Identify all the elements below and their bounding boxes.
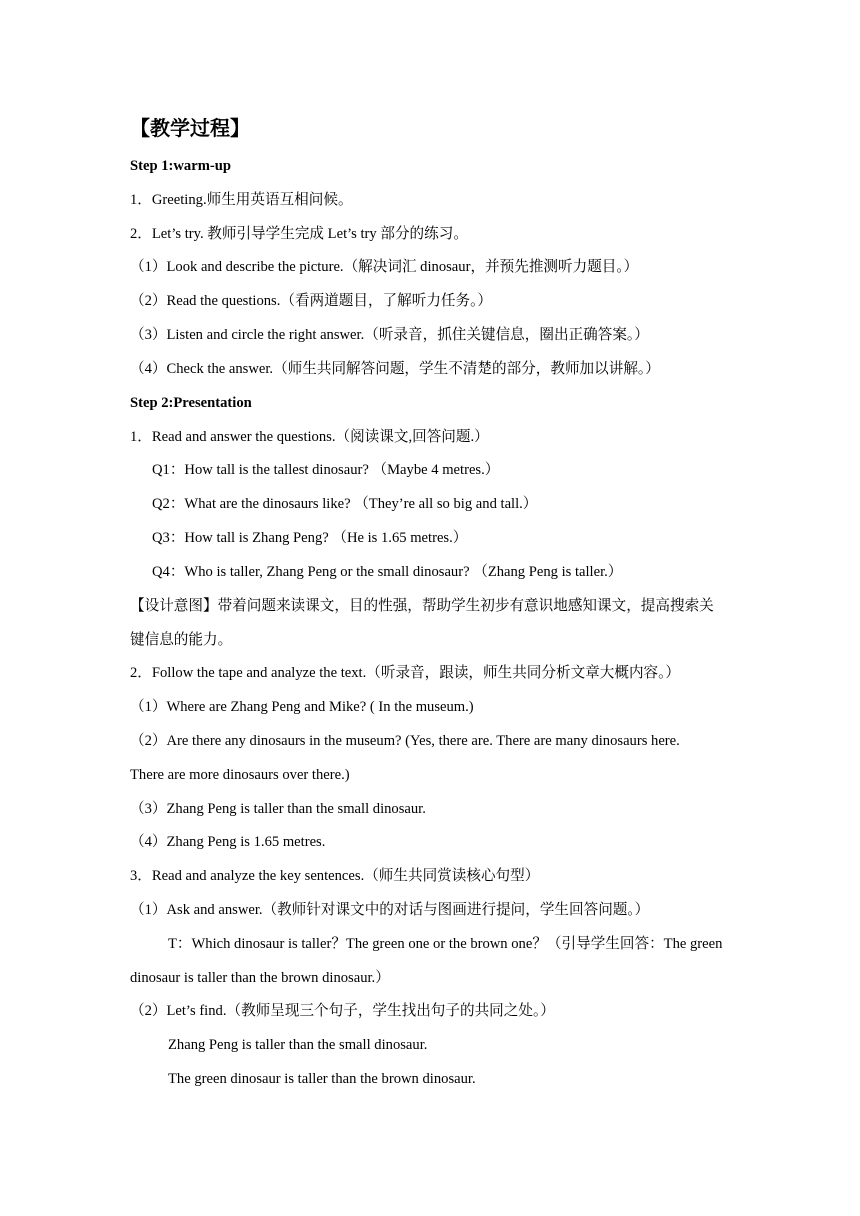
step1-sub-4: （4）Check the answer.（师生共同解答问题，学生不清楚的部分，教师加以讲解。） — [130, 361, 660, 377]
question-2: Q2：What are the dinosaurs like? （They’re all so big and tall.） — [152, 496, 538, 512]
step1-sub-3: （3）Listen and circle the right answer.（听录音，抓住关键信息，圈出正确答案。） — [130, 327, 649, 343]
example-sentence-2: The green dinosaur is taller than the brown dinosaur. — [168, 1071, 476, 1087]
key-sentence-2: （2）Let’s find.（教师呈现三个句子，学生找出句子的共同之处。） — [130, 1003, 555, 1019]
step1-sub-2: （2）Read the questions.（看两道题目，了解听力任务。） — [130, 293, 492, 309]
analysis-3: （3）Zhang Peng is taller than the small dinosaur. — [130, 801, 426, 817]
teacher-question-line-1: T：Which dinosaur is taller？The green one or the brown one？（引导学生回答：The green — [168, 936, 723, 952]
analysis-4: （4）Zhang Peng is 1.65 metres. — [130, 834, 326, 850]
step1-item-2: 2．Let’s try. 教师引导学生完成 Let’s try 部分的练习。 — [130, 226, 468, 242]
step2-item-1: 1．Read and answer the questions.（阅读课文,回答问题.） — [130, 429, 489, 445]
analysis-1: （1）Where are Zhang Peng and Mike? ( In the museum.) — [130, 699, 474, 715]
analysis-2-line-1: （2）Are there any dinosaurs in the museum? (Yes, there are. There are many dinosaurs here. — [130, 733, 680, 749]
design-intent-line-2: 键信息的能力。 — [130, 632, 233, 648]
step1-title: Step 1:warm-up — [130, 158, 231, 174]
step2-item-2: 2．Follow the tape and analyze the text.（听录音，跟读，师生共同分析文章大概内容。） — [130, 665, 681, 681]
question-4: Q4：Who is taller, Zhang Peng or the small dinosaur? （Zhang Peng is taller.） — [152, 564, 623, 580]
key-sentence-1: （1）Ask and answer.（教师针对课文中的对话与图画进行提问，学生回答问题。） — [130, 902, 650, 918]
step2-title: Step 2:Presentation — [130, 395, 252, 411]
design-intent-line-1: 【设计意图】带着问题来读课文，目的性强，帮助学生初步有意识地感知课文，提高搜索关 — [130, 598, 714, 614]
step2-item-3: 3．Read and analyze the key sentences.（师生共同赏读核心句型） — [130, 868, 540, 884]
analysis-2-line-2: There are more dinosaurs over there.) — [130, 767, 350, 783]
teacher-question-line-2: dinosaur is taller than the brown dinosaur.） — [130, 970, 390, 986]
question-3: Q3：How tall is Zhang Peng? （He is 1.65 metres.） — [152, 530, 468, 546]
example-sentence-1: Zhang Peng is taller than the small dinosaur. — [168, 1037, 428, 1053]
section-heading: 【教学过程】 — [130, 116, 250, 140]
step1-item-1: 1．Greeting.师生用英语互相问候。 — [130, 192, 353, 208]
question-1: Q1：How tall is the tallest dinosaur? （Maybe 4 metres.） — [152, 462, 500, 478]
step1-sub-1: （1）Look and describe the picture.（解决词汇 dinosaur，并预先推测听力题目。） — [130, 259, 639, 275]
